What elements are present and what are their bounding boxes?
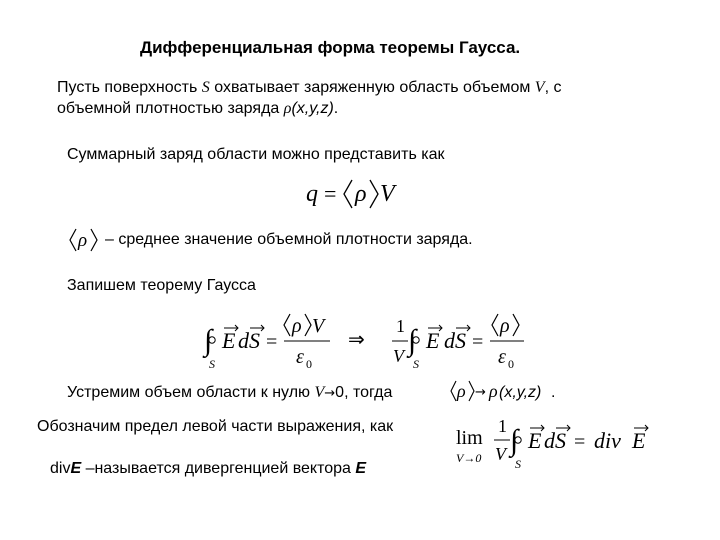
symbol-E-bold: E bbox=[355, 460, 367, 477]
symbol-V: V bbox=[314, 384, 325, 401]
symbol-rho: ρ bbox=[78, 230, 88, 251]
equals-sign: = bbox=[472, 331, 484, 353]
symbol-V: V bbox=[534, 79, 545, 96]
angle-bracket-right bbox=[305, 314, 311, 336]
symbol-S-sub: S bbox=[515, 457, 521, 471]
text-span: Устремим объем области к нулю bbox=[67, 384, 315, 401]
symbol-dS: dS bbox=[444, 328, 466, 353]
angle-bracket-left bbox=[492, 314, 498, 336]
symbol-epsilon: ε bbox=[498, 346, 506, 368]
symbol-S-sub: S bbox=[209, 357, 215, 371]
angle-bracket-left bbox=[451, 381, 456, 401]
angle-bracket-left bbox=[284, 314, 290, 336]
symbol-args: (x,y,z) bbox=[499, 384, 542, 401]
symbol-rho: ρ bbox=[292, 315, 302, 337]
implies-arrow: ⇒ bbox=[348, 327, 365, 351]
arrow-symbol: → bbox=[475, 385, 486, 400]
equation-divergence bbox=[454, 408, 686, 476]
symbol-rho: ρ bbox=[457, 381, 466, 401]
symbol-E: E bbox=[632, 428, 646, 453]
text-span: div bbox=[50, 460, 71, 477]
symbol-V: V bbox=[393, 346, 404, 366]
page-title: Дифференциальная форма теоремы Гаусса. bbox=[140, 38, 521, 57]
div-operator: div bbox=[594, 428, 621, 453]
symbol-S-sub: S bbox=[413, 357, 419, 371]
paragraph-line: Суммарный заряд области можно представить как bbox=[67, 146, 445, 163]
symbol-V: V bbox=[495, 444, 506, 464]
text-span: –называется дивергенцией вектора bbox=[81, 460, 356, 477]
angle-bracket-right bbox=[370, 180, 378, 208]
symbol-rho: ρ bbox=[489, 381, 498, 401]
text-span: . bbox=[551, 384, 556, 401]
equals-sign: = bbox=[574, 431, 586, 453]
paragraph-line bbox=[67, 383, 392, 404]
avg-rho-symbol bbox=[66, 226, 104, 254]
angle-bracket-right bbox=[469, 381, 474, 401]
symbol-E: E bbox=[222, 328, 236, 353]
symbol-V: V bbox=[312, 315, 325, 337]
text-span: объемной плотностью заряда bbox=[57, 100, 284, 117]
paragraph-line: Обозначим предел левой части выражения, как bbox=[37, 418, 394, 435]
symbol-epsilon: ε bbox=[296, 346, 304, 368]
subscript-zero: 0 bbox=[306, 357, 312, 371]
symbol-dS: dS bbox=[238, 328, 260, 353]
angle-bracket-right bbox=[91, 229, 97, 251]
symbol-V: V bbox=[380, 181, 395, 207]
text-span: , с bbox=[544, 79, 562, 96]
integral-sign: ∫ bbox=[408, 324, 417, 357]
equals-sign: = bbox=[266, 331, 278, 353]
subscript-zero: 0 bbox=[508, 357, 514, 371]
lim-operator: lim bbox=[456, 427, 483, 449]
angle-bracket-left bbox=[344, 180, 352, 208]
paragraph-line: Запишем теорему Гаусса bbox=[67, 277, 256, 294]
equation-charge bbox=[300, 172, 410, 216]
equals-sign: = bbox=[324, 181, 337, 206]
numerator-one: 1 bbox=[396, 316, 405, 336]
integral-sign: ∫ bbox=[510, 424, 519, 457]
text-span: Пусть поверхность bbox=[57, 79, 202, 96]
paragraph-line bbox=[57, 99, 338, 119]
symbol-S: S bbox=[201, 79, 210, 96]
limit-subscript: V→0 bbox=[456, 451, 482, 465]
symbol-E: E bbox=[528, 428, 542, 453]
paragraph-line bbox=[57, 78, 561, 98]
arrow-symbol: → bbox=[324, 386, 336, 401]
symbol-rho: ρ bbox=[283, 100, 292, 117]
symbol-q: q bbox=[306, 181, 318, 207]
angle-bracket-left bbox=[70, 229, 76, 251]
symbol-rho: ρ bbox=[355, 181, 367, 207]
integral-sign: ∫ bbox=[204, 324, 213, 357]
equation-gauss bbox=[200, 308, 540, 376]
symbol-args: (x,y,z) bbox=[291, 100, 334, 117]
limit-rho-expression bbox=[448, 378, 578, 406]
symbol-E: E bbox=[426, 328, 440, 353]
symbol-rho: ρ bbox=[500, 315, 510, 337]
numerator-one: 1 bbox=[498, 416, 507, 436]
text-span: охватывает заряженную область объемом bbox=[209, 79, 535, 96]
text-span: . bbox=[333, 100, 339, 117]
symbol-dS: dS bbox=[544, 428, 566, 453]
paragraph-line bbox=[50, 459, 366, 479]
symbol-E-bold: E bbox=[70, 460, 82, 477]
text-span: 0, тогда bbox=[335, 384, 393, 401]
angle-bracket-right bbox=[513, 314, 519, 336]
paragraph-line: – среднее значение объемной плотности заряда. bbox=[105, 231, 473, 248]
